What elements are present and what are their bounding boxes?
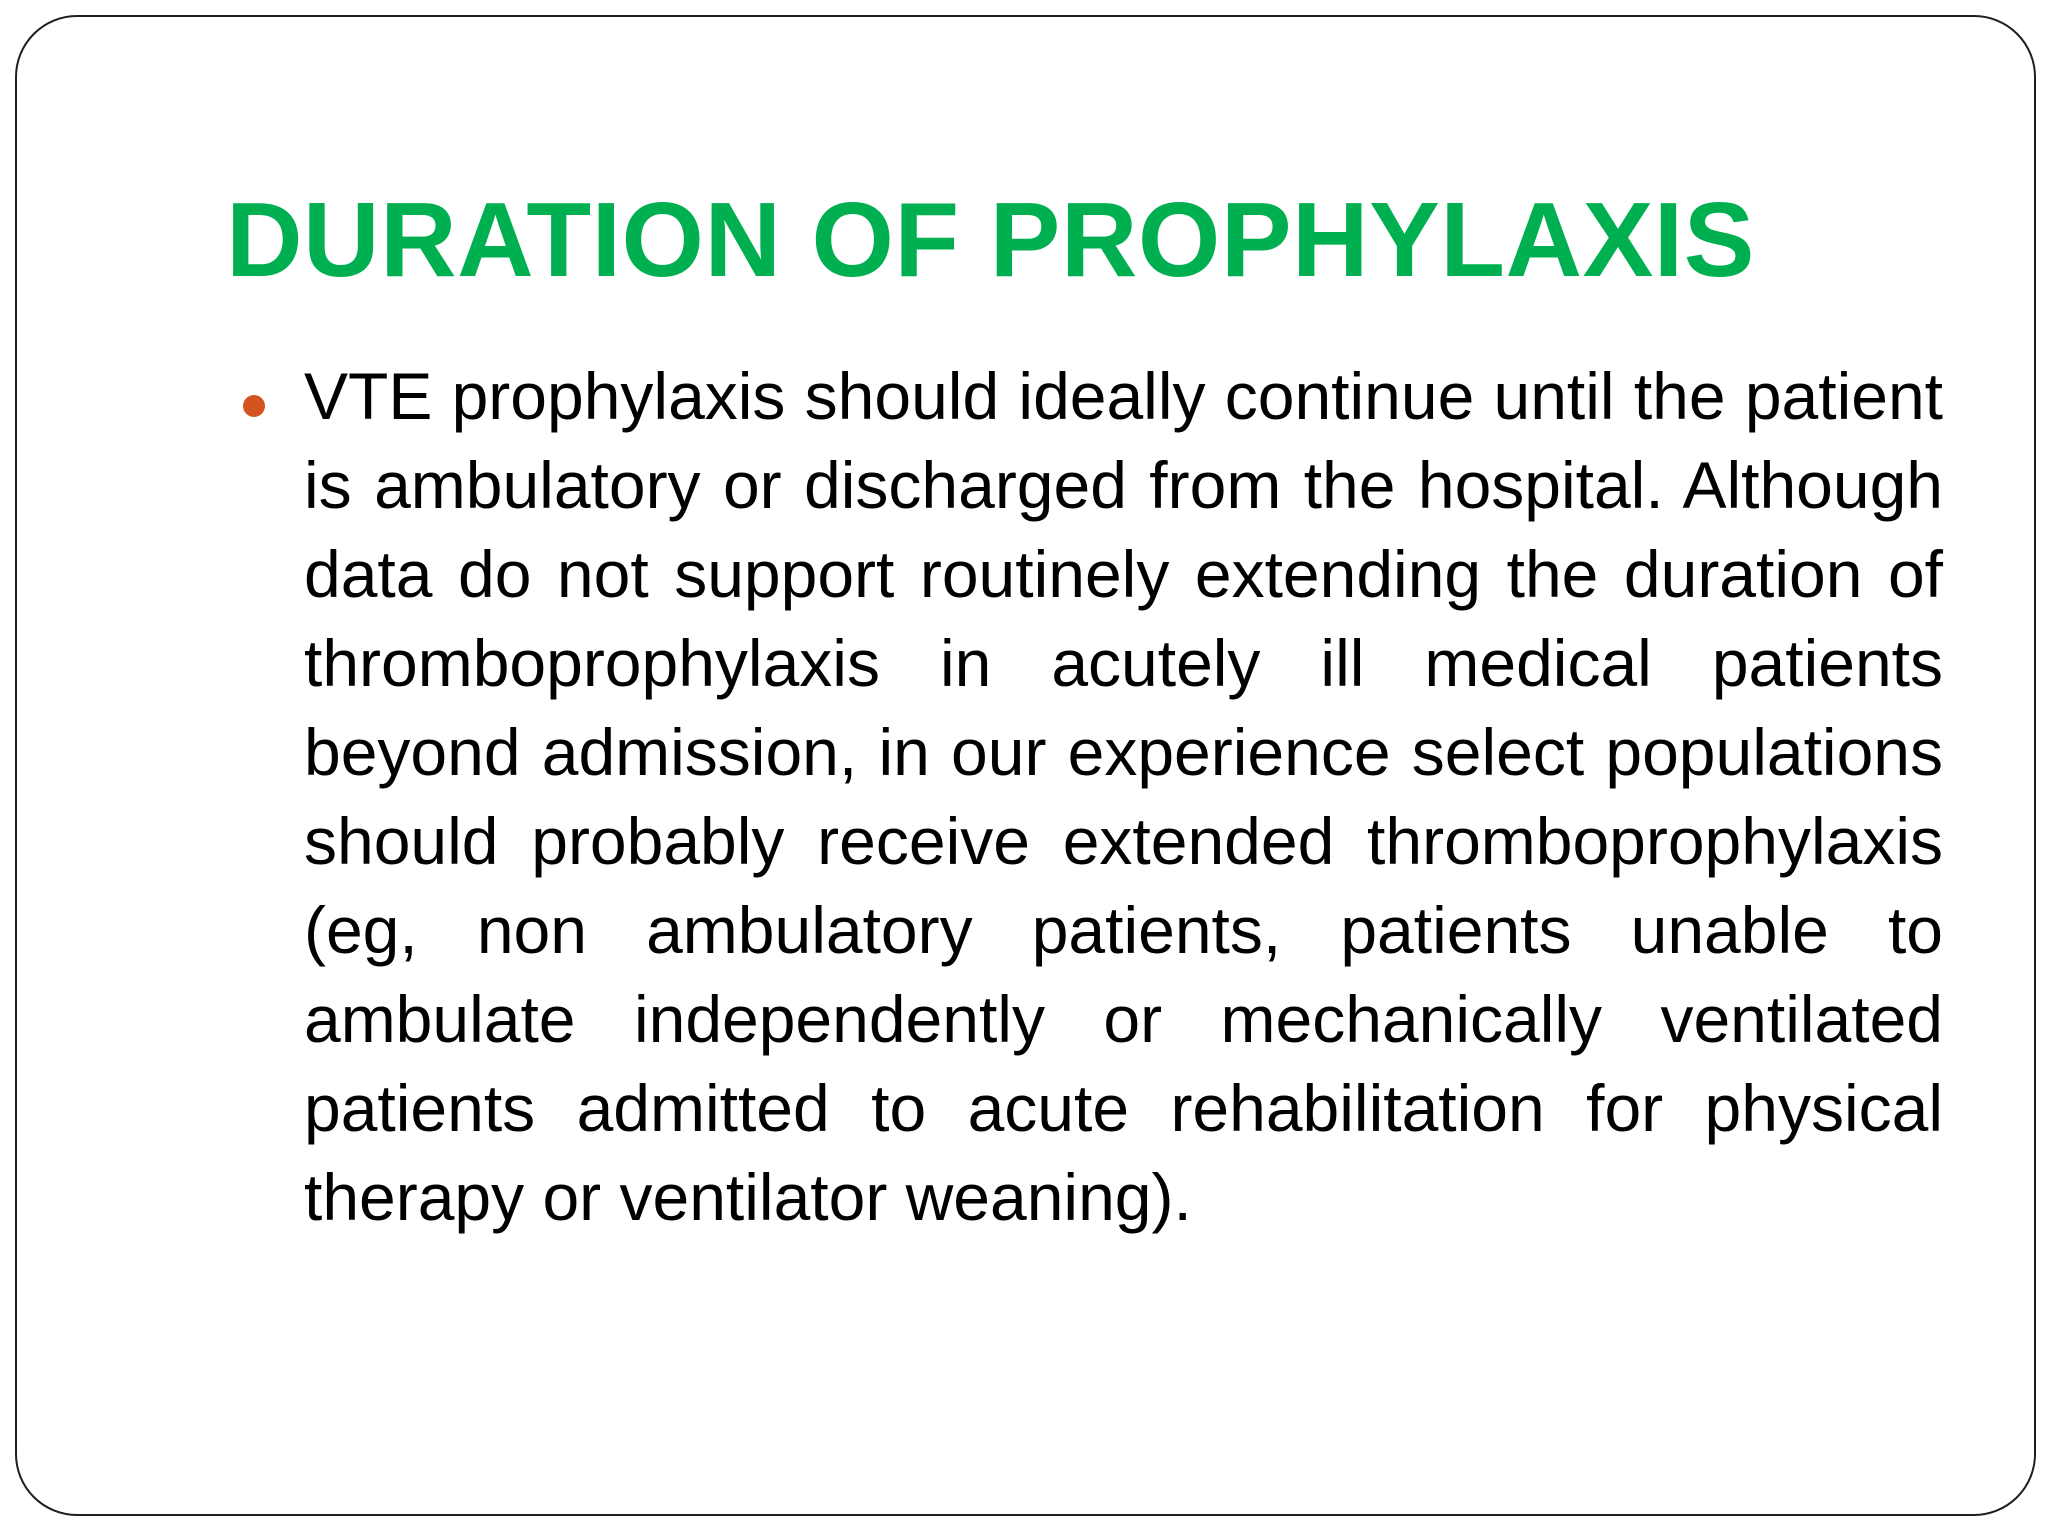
slide-frame [15,15,2036,1516]
bullet-dot-icon [243,395,265,417]
slide-title: DURATION OF PROPHYLAXIS [226,181,1755,299]
bullet-text: VTE prophylaxis should ideally continue until the patient is ambulatory or discharged from the hospital. Although data do not support routinely extending the duration of thromboprophylaxis in acutely ill medical patients beyond admission, in our experience select populations should probably receive extended thromboprophylaxis (eg, non ambulatory patients, patients unable to ambulate independently or mechanically ventilated patients admitted to acute rehabilitation for physical therapy or ventilator weaning). [304,359,1943,1234]
